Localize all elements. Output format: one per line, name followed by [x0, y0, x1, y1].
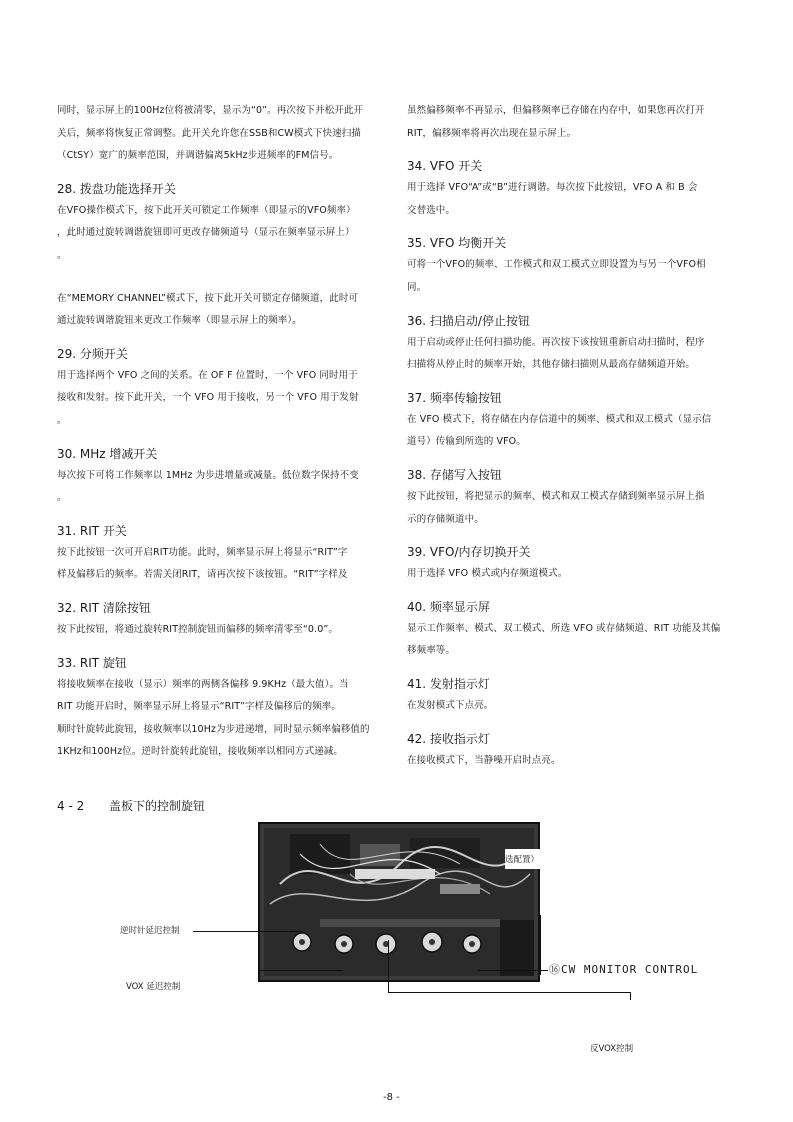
- paragraph-line: 在 VFO 模式下，将存储在内存信道中的频率、模式和双工模式（显示信: [407, 413, 712, 425]
- cw-monitor-label: ⑯CW MONITOR CONTROL: [549, 963, 699, 976]
- paragraph-line: 按下此按钮一次可开启RIT功能。此时，频率显示屏上将显示“RIT”字: [57, 546, 348, 558]
- paragraph-line: 顺时针旋转此旋钮，接收频率以10Hz为步进递增，同时显示频率偏移值的: [57, 723, 370, 735]
- heading-34: 34. VFO 开关: [407, 159, 483, 174]
- paragraph-line: 将接收频率在接收（显示）频率的两侧各偏移 9.9KHz（最大值）。当: [57, 678, 349, 690]
- paragraph-line: 示的存储频道中。: [407, 513, 484, 525]
- section-title-text: 盖板下的控制旋钮: [109, 799, 206, 813]
- paragraph-line: 用于选择 VFO“A”或“B”进行调谐。每次按下此按钮，VFO A 和 B 会: [407, 182, 698, 194]
- paragraph-line: 在“MEMORY CHANNEL”模式下，按下此开关可锁定存储频道，此时可: [57, 292, 359, 304]
- heading-41: 41. 发射指示灯: [407, 676, 490, 691]
- page-number: -8 -: [383, 1092, 400, 1103]
- intro-line: RIT，偏移频率将再次出现在显示屏上。: [407, 127, 577, 139]
- paragraph-line: 用于选择 VFO 模式或内存频道模式。: [407, 568, 568, 580]
- heading-42: 42. 接收指示灯: [407, 731, 490, 746]
- leader-line: [388, 940, 389, 992]
- heading-31: 31. RIT 开关: [57, 523, 127, 538]
- heading-29: 29. 分频开关: [57, 346, 128, 361]
- section-number: 4 - 2: [57, 799, 85, 813]
- circuit-board-photo: [258, 822, 540, 982]
- vox-delay-label: VOX 延迟控制: [126, 982, 181, 992]
- heading-33: 33. RIT 旋钮: [57, 655, 127, 670]
- paragraph-line: 。: [57, 249, 67, 261]
- paragraph-line: 1KHz和100Hz位。逆时针旋转此旋钮，接收频率以相同方式递减。: [57, 746, 343, 758]
- paragraph-line: ，此时通过旋转调谐旋钮即可更改存储频道号（显示在频率显示屏上）: [57, 227, 355, 239]
- intro-line: 虽然偏移频率不再显示，但偏移频率已存储在内存中，如果您再次打开: [407, 105, 705, 116]
- intro-line: （CtSY）宽广的频率范围，并调谐偏离5kHz步进频率的FM信号。: [57, 150, 339, 162]
- heading-35: 35. VFO 均衡开关: [407, 236, 507, 251]
- paragraph-line: 通过旋转调谐旋钮来更改工作频率（即显示屏上的频率）。: [57, 315, 302, 327]
- paragraph-line: 在接收模式下，当静噪开启时点亮。: [407, 754, 561, 766]
- heading-30: 30. MHz 增减开关: [57, 446, 158, 461]
- paragraph-line: 用于选择两个 VFO 之间的关系。在 OF F 位置时，一个 VFO 同时用于: [57, 369, 358, 381]
- intro-line: 同时，显示屏上的100Hz位将被清零，显示为“0”。再次按下并松开此开: [57, 105, 364, 116]
- ccw-delay-label: 逆时针延迟控制: [120, 926, 180, 936]
- leader-line: [478, 970, 548, 971]
- paragraph-line: 。: [57, 492, 67, 504]
- leader-line: [388, 992, 630, 993]
- paragraph-line: RIT 功能开启时，频率显示屏上将显示“RIT”字样及偏移后的频率。: [57, 701, 341, 713]
- heading-32: 32. RIT 清除按钮: [57, 600, 151, 615]
- paragraph-line: 交替选中。: [407, 204, 456, 216]
- paragraph-line: 显示工作频率、模式、双工模式、所选 VFO 或存储频道、RIT 功能及其偏: [407, 622, 721, 634]
- anti-vox-label: 反VOX控制: [590, 1044, 634, 1054]
- paragraph-line: 移频率等。: [407, 645, 456, 657]
- paragraph-line: 按下此按钮，将把显示的频率、模式和双工模式存储到频率显示屏上指: [407, 490, 705, 502]
- paragraph-line: 。: [57, 414, 67, 426]
- paragraph-line: 接收和发射。按下此开关，一个 VFO 用于接收，另一个 VFO 用于发射: [57, 392, 359, 404]
- paragraph-line: 用于启动或停止任何扫描功能。再次按下该按钮重新启动扫描时，程序: [407, 336, 705, 348]
- circuit-board-illustration: [260, 824, 538, 980]
- paragraph-line: 在VFO操作模式下，按下此开关可锁定工作频率（即显示的VFO频率）: [57, 204, 356, 216]
- leader-line: [193, 931, 303, 932]
- section-title: [57, 797, 205, 815]
- paragraph-line: 可将一个VFO的频率、工作模式和双工模式立即设置为与另一个VFO相: [407, 259, 706, 271]
- heading-39: 39. VFO/内存切换开关: [407, 545, 531, 560]
- heading-40: 40. 频率显示屏: [407, 599, 490, 614]
- paragraph-line: 按下此按钮，将通过旋转RIT控制旋钮而偏移的频率清零至“0.0”。: [57, 623, 338, 635]
- optional-label: 选配置）: [505, 855, 540, 865]
- heading-36: 36. 扫描启动/停止按钮: [407, 313, 530, 328]
- right-column: [407, 100, 737, 772]
- paragraph-line: 样及偏移后的频率。若需关闭RIT，请再次按下该按钮。“RIT”字样及: [57, 569, 348, 581]
- paragraph-line: 每次按下可将工作频率以 1MHz 为步进增量或减量。低位数字保持不变: [57, 469, 359, 481]
- paragraph-line: 在发射模式下点亮。: [407, 699, 494, 711]
- leader-line: [258, 970, 343, 971]
- spacer: [57, 268, 387, 288]
- leader-line: [630, 992, 631, 1000]
- heading-37: 37. 频率传输按钮: [407, 390, 502, 405]
- left-column: [57, 100, 387, 764]
- intro-line: 关后，频率将恢复正常调整。此开关允许您在SSB和CW模式下快速扫描: [57, 127, 361, 139]
- leader-line: [540, 915, 541, 975]
- heading-28: 28. 拨盘功能选择开关: [57, 181, 176, 196]
- paragraph-line: 扫描将从停止时的频率开始，其他存储扫描则从最高存储频道开始。: [407, 359, 696, 371]
- paragraph-line: 道号）传输到所选的 VFO。: [407, 436, 526, 448]
- paragraph-line: 同。: [407, 281, 427, 293]
- heading-38: 38. 存储写入按钮: [407, 467, 502, 482]
